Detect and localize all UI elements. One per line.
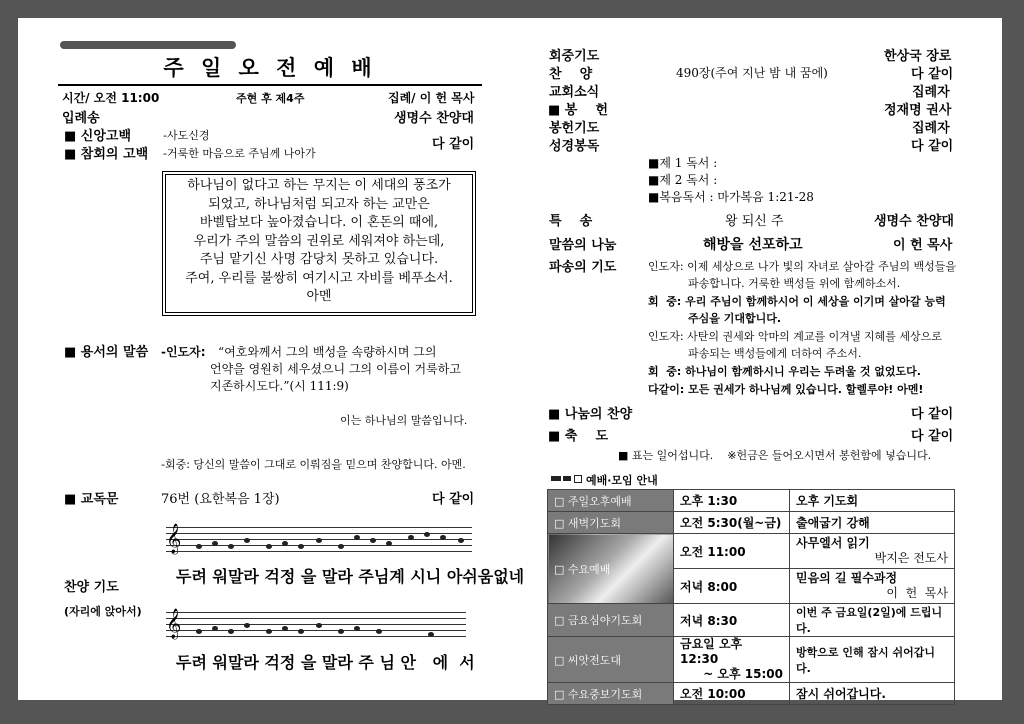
special-song-label: 특 송 <box>549 214 593 229</box>
page-title: 주 일 오 전 예 배 <box>163 56 377 80</box>
hymn-lyrics-1: 두려 워말라 걱정 을 말라 주님계 시니 아쉬움없네 <box>176 567 525 586</box>
table-row <box>548 637 955 683</box>
reading-1: ■제 1 독서 : <box>648 156 718 170</box>
sending-line-6: 파송되는 백성들에게 더하여 주소서. <box>688 347 862 360</box>
schedule-desc: 사무엘서 읽기 <box>796 536 870 550</box>
confession-value: -거룩한 마음으로 주님께 나아가 <box>163 147 316 160</box>
absolution-text-1: “여호와께서 그의 백성을 속량하시며 그의 <box>218 345 437 359</box>
liturgical-week: 주현 후 제4주 <box>236 92 305 105</box>
table-row <box>548 534 955 569</box>
order-right-4: 정재명 권사 <box>884 103 952 118</box>
opening-hymn-value: 생명수 찬양대 <box>394 111 474 126</box>
schedule-desc: 출애굽기 강해 <box>790 512 955 534</box>
order-right-2: 다 같이 <box>911 67 954 82</box>
schedule-time: 오후 1:30 <box>674 490 790 512</box>
table-row <box>548 512 955 534</box>
absolution-text-3: 지존하시도다.”(시 111:9) <box>210 379 349 393</box>
table-row <box>548 604 955 637</box>
sending-prayer-label: 파송의 기도 <box>549 260 617 275</box>
hymn-lyrics-2: 두려 워말라 걱정 을 말라 주 님 안 에 서 <box>176 653 475 672</box>
schedule-name: □ 새벽기도회 <box>548 512 674 534</box>
prayer-song-note: (자리에 앉아서) <box>64 605 142 618</box>
schedule-marker-icon <box>563 476 571 481</box>
sending-line-3: 회 중: 우리 주님이 함께하시어 이 세상을 이기며 살아갈 능력 <box>648 295 946 308</box>
order-label-3: 교회소식 <box>549 85 600 100</box>
order-right-3: 집례자 <box>912 85 950 100</box>
order-label-6: 성경봉독 <box>549 139 600 154</box>
schedule-desc: 잠시 쉬어갑니다. <box>790 683 955 705</box>
confession-all: 다 같이 <box>432 137 475 152</box>
order-label-5: 봉헌기도 <box>549 121 600 136</box>
schedule-desc-cell <box>790 569 955 604</box>
sending-line-1: 인도자: 이제 세상으로 나가 빛의 자녀로 살아갈 주님의 백성들을 <box>648 260 956 273</box>
sermon-preacher: 이 헌 목사 <box>893 238 953 253</box>
order-mid-2: 490장(주여 지난 밤 내 꿈에) <box>676 66 828 80</box>
schedule-time: 저녁 8:00 <box>674 569 790 604</box>
congregation-response: -회중: 당신의 말씀이 그대로 이뤄짐을 믿으며 찬양합니다. 아멘. <box>161 458 466 471</box>
sharing-hymn-label: ■ 나눔의 찬양 <box>548 407 633 422</box>
reading-3: ■복음독서 : 마가복음 1:21-28 <box>648 190 814 204</box>
benediction-label: ■ 축 도 <box>548 429 609 444</box>
schedule-desc-sub: 박지은 전도사 <box>874 551 948 565</box>
word-of-god: 이는 하나님의 말씀입니다. <box>340 414 468 427</box>
order-right-5: 집례자 <box>912 121 950 136</box>
sending-line-5: 인도자: 사탄의 권세와 악마의 계교를 이겨낼 지혜를 세상으로 <box>648 330 942 343</box>
title-divider <box>58 84 482 86</box>
confession-prayer-text: 하나님이 없다고 하는 무지는 이 세대의 풍조가 되었고, 하나님처럼 되고자 하는 교만은 바벨탑보다 높아졌습니다. 이 혼돈의 때에, 우리가 주의 말씀의 권위로 세워져야 하는데, 주님 맡기신 사명 감당치 못하고 있습니다. 주여, 우리를 불쌍히 여기시고 자비를 베푸소서. 아멘 <box>185 178 453 304</box>
schedule-desc: 믿음의 길 필수과정 <box>796 571 898 585</box>
creed-label: ■ 신앙고백 <box>64 129 132 144</box>
schedule-title: 예배·모임 안내 <box>586 474 658 487</box>
prayer-song-label: 찬양 기도 <box>64 580 119 595</box>
order-right-6: 다 같이 <box>911 139 954 154</box>
schedule-name: □ 금요심야기도회 <box>548 604 674 637</box>
treble-clef-icon: 𝄞 <box>166 609 182 639</box>
order-label-2: 찬 양 <box>549 67 593 82</box>
schedule-name: □ 주일오후예배 <box>548 490 674 512</box>
schedule-desc: 방학으로 인해 잠시 쉬어갑니다. <box>790 637 955 683</box>
schedule-table <box>547 489 955 705</box>
sending-line-8: 다같이: 모든 권세가 하나님께 있습니다. 할렐루야! 아멘! <box>648 383 924 396</box>
responsive-reading-value: 76번 (요한복음 1장) <box>161 492 280 507</box>
sermon-title: 해방을 선포하고 <box>703 237 803 253</box>
order-right-1: 한상국 장로 <box>884 49 952 64</box>
schedule-desc-cell <box>790 534 955 569</box>
confession-label: ■ 참회의 고백 <box>64 147 149 162</box>
schedule-desc-sub: 이 헌 목사 <box>886 586 948 600</box>
order-label-1: 회중기도 <box>549 49 600 64</box>
absolution-leader: -인도자: <box>161 345 206 359</box>
music-staff-1 <box>166 523 472 559</box>
sending-line-7: 회 중: 하나님이 함께하시니 우리는 두려울 것 없었도다. <box>648 365 921 378</box>
absolution-text-2: 언약을 영원히 세우셨으니 그의 이름이 거룩하고 <box>210 362 461 376</box>
schedule-desc: 오후 기도회 <box>790 490 955 512</box>
responsive-reading-all: 다 같이 <box>432 492 475 507</box>
table-row <box>548 490 955 512</box>
opening-hymn-label: 입례송 <box>62 111 100 126</box>
service-time: 시간/ 오전 11:00 <box>62 91 160 105</box>
confession-prayer-box <box>165 174 473 313</box>
benediction-all: 다 같이 <box>911 429 954 444</box>
schedule-time: 오전 10:00 <box>674 683 790 705</box>
offering-note: ■ 표는 일어섭니다. ※헌금은 들어오시면서 봉헌함에 넣습니다. <box>618 449 932 462</box>
order-label-4: ■ 봉 헌 <box>548 103 609 118</box>
schedule-marker-icon <box>574 475 582 483</box>
absolution-label: ■ 용서의 말씀 <box>64 345 149 360</box>
schedule-time-cell <box>674 637 790 683</box>
responsive-reading-label: ■ 교독문 <box>64 492 119 507</box>
schedule-time-end: ~ 오후 15:00 <box>703 667 783 681</box>
special-song-title: 왕 되신 주 <box>725 214 784 229</box>
schedule-name: □ 수요예배 <box>548 534 674 604</box>
schedule-desc: 이번 주 금요일(2일)에 드립니다. <box>790 604 955 637</box>
sending-line-2: 파송합니다. 거룩한 백성들 위에 함께하소서. <box>688 277 901 290</box>
sermon-label: 말씀의 나눔 <box>549 238 617 253</box>
schedule-time: 오전 5:30(월~금) <box>674 512 790 534</box>
schedule-time: 저녁 8:30 <box>674 604 790 637</box>
bulletin-page <box>18 18 1002 700</box>
music-staff-2 <box>166 608 466 644</box>
presider: 집례/ 이 헌 목사 <box>388 91 475 105</box>
decorative-bar <box>60 41 236 49</box>
sending-line-4: 주심을 기대합니다. <box>688 312 782 325</box>
schedule-marker-icon <box>551 476 561 481</box>
creed-value: -사도신경 <box>163 129 210 142</box>
table-row <box>548 683 955 705</box>
schedule-time: 금요일 오후 12:30 <box>680 637 743 666</box>
special-song-choir: 생명수 찬양대 <box>874 214 954 229</box>
treble-clef-icon: 𝄞 <box>166 524 182 554</box>
schedule-name: □ 씨앗전도대 <box>548 637 674 683</box>
schedule-time: 오전 11:00 <box>674 534 790 569</box>
sharing-hymn-all: 다 같이 <box>911 407 954 422</box>
schedule-name: □ 수요중보기도회 <box>548 683 674 705</box>
reading-2: ■제 2 독서 : <box>648 173 718 187</box>
